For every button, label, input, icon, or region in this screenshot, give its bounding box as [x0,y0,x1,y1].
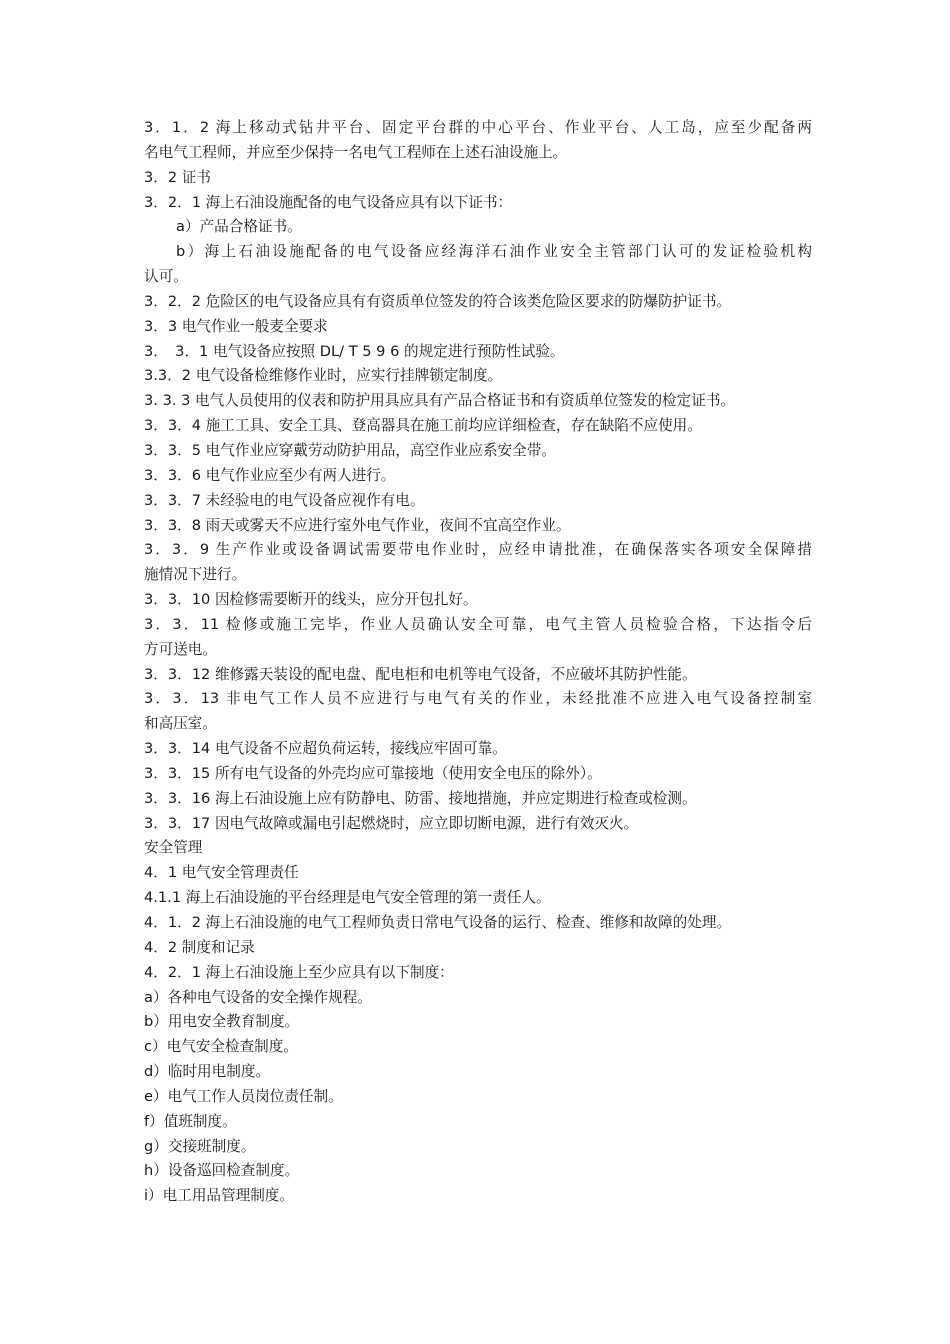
text-line: 3．3．15 所有电气设备的外壳均应可靠接地（使用安全电压的除外）。 [144,764,602,782]
section-heading: 3．3 电气作业一般麦全要求 [144,317,328,335]
text-line: 3．3．10 因检修需要断开的线头，应分开包扎好。 [144,591,478,609]
section-heading: 4．2 制度和记录 [144,938,255,956]
section-heading: 3．2 证书 [144,168,211,186]
text-line: 3．3．13 非电气工作人员不应进行与电气有关的作业，未经批准不应进入电气设备控制室 [144,690,812,708]
text-line: 4．1．2 海上石油设施的电气工程师负责日常电气设备的运行、检查、维修和故障的处理。 [144,914,732,931]
list-item: d）临时用电制度。 [144,1063,271,1081]
text-line: 3． 3．1 电气设备应按照 DL/ T 5 9 6 的规定进行预防性试验。 [144,342,565,360]
text-line: 认可。 [144,268,188,286]
text-line: 3．3．4 施工工具、安全工具、登高器具在施工前均应详细检查，存在缺陷不应使用。 [144,417,702,435]
text-line: 方可送电。 [144,640,217,658]
list-item: g）交接班制度。 [144,1137,256,1155]
list-item: i）电工用品管理制度。 [144,1187,294,1205]
list-item: a）各种电气设备的安全操作规程。 [144,988,372,1006]
document-body [144,116,812,1209]
text-line: 3．3．6 电气作业应至少有两人进行。 [144,466,396,484]
text-line: 3．3．8 雨天或雾天不应进行室外电气作业，夜间不宜高空作业。 [144,516,571,534]
text-line: 名电气工程师，并应至少保持一名电气工程师在上述石油设施上。 [144,143,568,161]
text-line: 3．3．9 生产作业或设备调试需要带电作业时，应经申请批准，在确保落实各项安全保障措 [144,541,812,559]
list-item: b）海上石油设施配备的电气设备应经海洋石油作业安全主管部门认可的发证检验机构 [176,243,812,261]
text-line: 4．2．1 海上石油设施上至少应具有以下制度： [144,963,454,981]
list-item: a）产品合格证书。 [176,218,302,236]
list-item: e）电气工作人员岗位责任制。 [144,1087,343,1105]
list-item: h）设备巡回检查制度。 [144,1162,300,1180]
text-line: 3．3．14 电气设备不应超负荷运转，接线应牢固可靠。 [144,740,507,758]
section-heading: 安全管理 [144,839,203,857]
text-line: 3．3．7 未经验电的电气设备应视作有电。 [144,491,425,509]
list-item: f）值班制度。 [144,1112,237,1130]
text-line: 4.1.1 海上石油设施的平台经理是电气安全管理的第一责任人。 [144,889,551,907]
text-line: 3．3．16 海上石油设施上应有防静电、防雷、接地措施，并应定期进行检查或检测。 [144,789,697,807]
text-line: 3．2．1 海上石油设施配备的电气设备应具有以下证书： [144,193,513,211]
list-item: b）用电安全教育制度。 [144,1013,300,1031]
text-line: 3.3．2 电气设备检维修作业时，应实行挂牌锁定制度。 [144,367,503,385]
text-line: 3．1．2 海上移动式钻井平台、固定平台群的中心平台、作业平台、人工岛，应至少配备两 [144,119,812,136]
text-line: 施情况下进行。 [144,566,247,584]
text-line: 3．3．17 因电气故障或漏电引起燃烧时，应立即切断电源，进行有效灭火。 [144,814,639,832]
text-line: 3．2．2 危险区的电气设备应具有有资质单位签发的符合该类危险区要求的防爆防护证书。 [144,292,732,310]
list-item: c）电气安全检查制度。 [144,1038,298,1056]
text-line: 3．3．11 检修或施工完毕，作业人员确认安全可靠，电气主管人员检验合格，下达指令后 [144,615,812,633]
text-line: 和高压室。 [144,715,217,733]
text-line: 3．3．5 电气作业应穿戴劳动防护用品，高空作业应系安全带。 [144,441,556,459]
section-heading: 4．1 电气安全管理责任 [144,864,299,882]
text-line: 3．3．12 维修露天装设的配电盘、配电柜和电机等电气设备，不应破坏其防护性能。 [144,665,697,683]
text-line: 3. 3. 3 电气人员使用的仪表和防护用具应具有产品合格证书和有资质单位签发的检定证书。 [144,392,736,410]
